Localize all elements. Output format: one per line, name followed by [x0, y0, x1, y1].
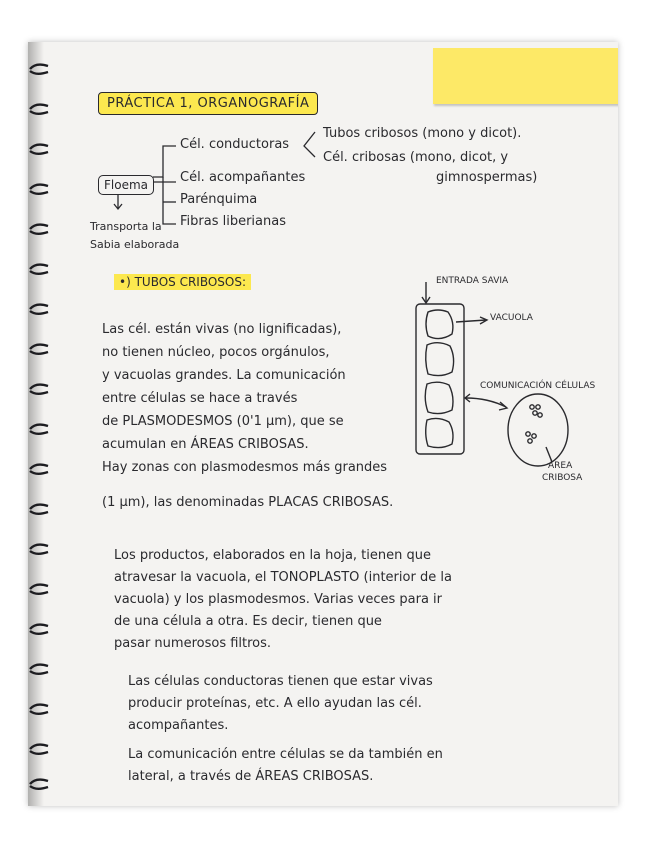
spiral-ring — [26, 420, 52, 438]
spiral-ring — [26, 340, 52, 358]
paragraph3-line-2: lateral, a través de ÁREAS CRIBOSAS. — [128, 769, 374, 784]
diagram-comunicacion: COMUNICACIÓN CÉLULAS — [480, 381, 596, 391]
spiral-ring — [26, 140, 52, 158]
paragraph1-line-5: pasar numerosos filtros. — [114, 636, 272, 651]
spiral-ring — [26, 660, 52, 678]
floema-label: Floema — [98, 175, 154, 195]
notebook-page — [28, 42, 618, 806]
section-line-5: de PLASMODESMOS (0'1 µm), que se — [102, 414, 344, 429]
section-line-4: entre células se hace a través — [102, 391, 298, 406]
section-line-7: Hay zonas con plasmodesmos más grandes — [102, 460, 388, 475]
diagram-area-2: CRIBOSA — [542, 473, 583, 483]
spiral-ring — [26, 220, 52, 238]
page-title: PRÁCTICA 1, ORGANOGRAFÍA — [98, 92, 318, 115]
section-line-2: no tienen núcleo, pocos orgánulos, — [102, 345, 330, 360]
spiral-ring — [26, 380, 52, 398]
spiral-ring — [26, 300, 52, 318]
sieve-tube-diagram — [28, 42, 618, 512]
diagram-area-1: ÁREA — [548, 461, 573, 471]
section-line-8: (1 µm), las denominadas PLACAS CRIBOSAS. — [102, 495, 394, 510]
section-line-3: y vacuolas grandes. La comunicación — [102, 368, 346, 383]
branch-acompanantes: Cél. acompañantes — [180, 170, 306, 185]
cel-cribosas-type-cont: gimnospermas) — [436, 170, 538, 185]
paragraph3-line-1: La comunicación entre células se da también en — [128, 747, 443, 762]
spiral-ring — [26, 700, 52, 718]
paragraph1-line-2: atravesar la vacuola, el TONOPLASTO (interior de la — [114, 570, 452, 585]
diagram-entrada: ENTRADA SAVIA — [436, 276, 509, 286]
paragraph1-line-4: de una célula a otra. Es decir, tienen que — [114, 614, 382, 629]
cel-cribosas-type: Cél. cribosas (mono, dicot, y — [323, 150, 509, 165]
transport-note-1: Transporta la — [90, 220, 162, 233]
paragraph2-line-1: Las células conductoras tienen que estar vivas — [128, 674, 433, 689]
branch-fibras: Fibras liberianas — [180, 214, 286, 229]
spiral-ring — [26, 580, 52, 598]
section-line-6: acumulan en ÁREAS CRIBOSAS. — [102, 437, 309, 452]
paragraph2-line-3: acompañantes. — [128, 718, 229, 733]
spiral-ring — [26, 500, 52, 518]
transport-note-2: Sabia elaborada — [90, 238, 180, 251]
tubos-cribosos-type: Tubos cribosos (mono y dicot). — [323, 126, 522, 141]
section-title: •) TUBOS CRIBOSOS: — [114, 274, 251, 290]
spiral-ring — [26, 180, 52, 198]
branch-parenquima: Parénquima — [180, 192, 258, 207]
spiral-ring — [26, 620, 52, 638]
diagram-vacuola: VACUOLA — [490, 313, 533, 323]
paragraph1-line-1: Los productos, elaborados en la hoja, tienen que — [114, 548, 431, 563]
section-line-1: Las cél. están vivas (no lignificadas), — [102, 322, 342, 337]
spiral-ring — [26, 740, 52, 758]
paragraph2-line-2: producir proteínas, etc. A ello ayudan las cél. — [128, 696, 422, 711]
spiral-ring — [26, 775, 52, 793]
paragraph1-line-3: vacuola) y los plasmodesmos. Varias veces para ir — [114, 592, 443, 607]
spiral-ring — [26, 260, 52, 278]
spiral-ring — [26, 460, 52, 478]
spiral-ring — [26, 60, 52, 78]
branch-conductoras: Cél. conductoras — [180, 137, 290, 152]
spiral-ring — [26, 100, 52, 118]
spiral-ring — [26, 540, 52, 558]
